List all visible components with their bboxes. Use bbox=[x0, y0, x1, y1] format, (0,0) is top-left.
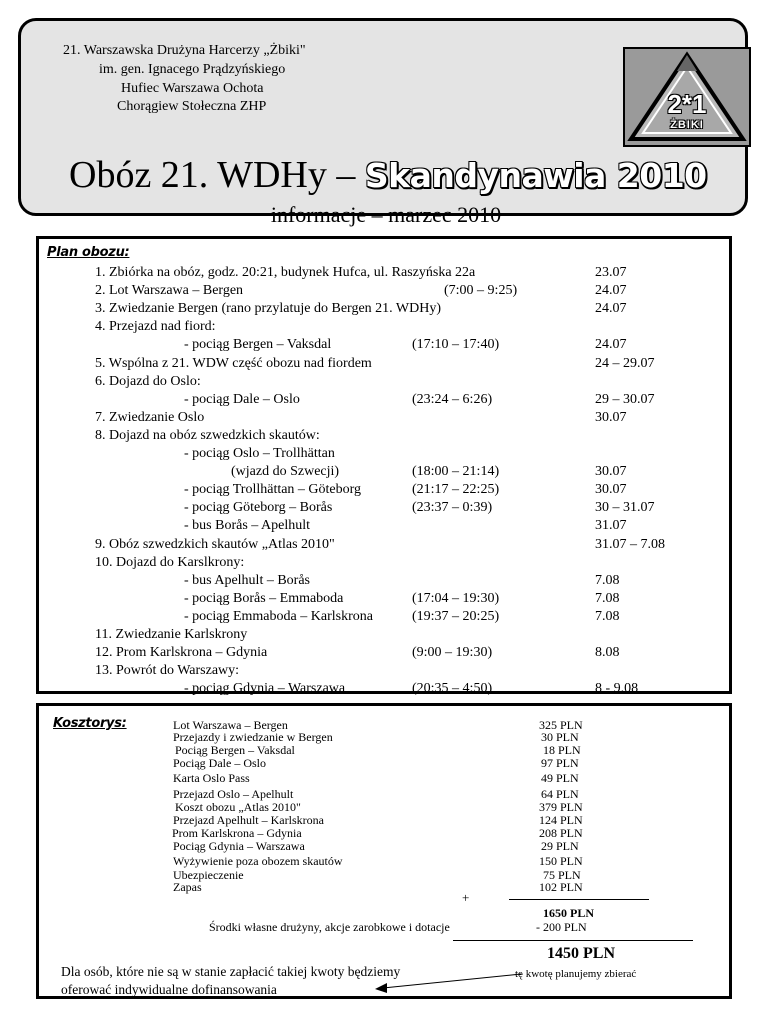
cost-item-label: Karta Oslo Pass bbox=[173, 771, 250, 785]
plan-item-text: - pociąg Dale – Oslo bbox=[184, 391, 300, 407]
plan-heading: Plan obozu: bbox=[47, 245, 130, 260]
plan-item-text: 1. Zbiórka na obóz, godz. 20:21, budynek Hufca, ul. Raszyńska 22a bbox=[95, 265, 476, 280]
plan-item-time: (23:24 – 6:26) bbox=[412, 391, 493, 407]
total-note: tę kwotę planujemy zbierać bbox=[515, 968, 637, 980]
sum-line bbox=[509, 899, 649, 900]
cost-item-label: Pociąg Dale – Oslo bbox=[173, 756, 266, 770]
plan-item-time: (23:37 – 0:39) bbox=[412, 500, 493, 516]
cost-item-amount: 29 PLN bbox=[541, 839, 579, 853]
zbiki-logo bbox=[623, 47, 751, 147]
logo-text: ŻBIKI bbox=[670, 119, 704, 131]
cost-item-label: Przejazd Apelhult – Karlskrona bbox=[173, 813, 324, 827]
plan-item-text: 9. Obóz szwedzkich skautów „Atlas 2010" bbox=[95, 536, 335, 552]
plan-item-date: 30 – 31.07 bbox=[595, 500, 655, 516]
plan-item-date: 30.07 bbox=[595, 482, 627, 498]
cost-item-label: Przejazdy i zwiedzanie w Bergen bbox=[173, 730, 333, 744]
plan-item-text: 4. Przejazd nad fiord: bbox=[95, 319, 216, 335]
plan-item-text: - pociąg Oslo – Trollhättan bbox=[184, 446, 335, 461]
plan-item-time: (7:00 – 9:25) bbox=[444, 283, 518, 299]
plan-item-date: 24.07 bbox=[595, 283, 627, 299]
plan-item-text: (wjazd do Szwecji) bbox=[231, 464, 340, 480]
cost-item-label: Zapas bbox=[173, 880, 202, 894]
plan-item-date: 7.08 bbox=[595, 608, 620, 624]
plan-item-date: 24 – 29.07 bbox=[595, 355, 655, 371]
cost-item-amount: 208 PLN bbox=[539, 826, 583, 840]
plan-item-time: (21:17 – 22:25) bbox=[412, 482, 500, 498]
plan-item-date: 24.07 bbox=[595, 301, 627, 317]
plan-item-time: (20:35 – 4:50) bbox=[412, 681, 493, 697]
plan-item-date: 31.07 bbox=[595, 518, 627, 534]
plan-item-text: 3. Zwiedzanie Bergen (rano przylatuje do Bergen 21. WDHy) bbox=[95, 301, 442, 317]
plan-item-text: - bus Apelhult – Borås bbox=[184, 572, 310, 588]
cost-item-amount: 75 PLN bbox=[543, 868, 581, 882]
cost-box bbox=[36, 703, 732, 999]
plan-item-text: - pociąg Borås – Emmaboda bbox=[184, 590, 344, 606]
cost-item-label: Lot Warszawa – Bergen bbox=[173, 718, 288, 732]
page-subtitle: informacje – marzec 2010 bbox=[270, 202, 502, 227]
plan-item-text: 2. Lot Warszawa – Bergen bbox=[95, 283, 244, 299]
plan-item-text: 12. Prom Karlskrona – Gdynia bbox=[95, 645, 268, 661]
plan-item-text: - pociąg Trollhättan – Göteborg bbox=[184, 482, 362, 498]
plan-item-text: - pociąg Bergen – Vaksdal bbox=[184, 337, 332, 353]
plan-item-date: 30.07 bbox=[595, 464, 627, 480]
plan-item-text: 13. Powrót do Warszawy: bbox=[95, 663, 240, 679]
plan-item-time: (17:04 – 19:30) bbox=[412, 590, 500, 606]
plan-item-date: 8.08 bbox=[595, 645, 620, 661]
org-line-4: Chorągiew Stołeczna ZHP bbox=[117, 99, 267, 114]
cost-item-label: Wyżywienie poza obozem skautów bbox=[173, 854, 343, 868]
title-destination: Skandynawia 2010 bbox=[364, 156, 707, 195]
plan-item-time: (19:37 – 20:25) bbox=[412, 608, 500, 624]
cost-item-amount: 325 PLN bbox=[539, 718, 583, 732]
cost-item-amount: 379 PLN bbox=[539, 800, 583, 814]
cost-heading: Kosztorys: bbox=[53, 716, 127, 731]
funding-label: Środki własne drużyny, akcje zarobkowe i dotacje bbox=[209, 920, 450, 934]
total-amount: 1450 PLN bbox=[547, 945, 615, 962]
cost-item-label: Prom Karlskrona – Gdynia bbox=[172, 826, 302, 840]
cost-item-label: Koszt obozu „Atlas 2010" bbox=[175, 800, 301, 814]
cost-item-amount: 150 PLN bbox=[539, 854, 583, 868]
plan-item-text: - pociąg Emmaboda – Karlskrona bbox=[184, 608, 373, 624]
arrow-icon bbox=[369, 968, 529, 998]
cost-item-label: Ubezpieczenie bbox=[173, 868, 244, 882]
org-line-2: im. gen. Ignacego Prądzyńskiego bbox=[99, 62, 286, 77]
plan-item-time: (17:10 – 17:40) bbox=[412, 337, 500, 353]
subtotal: 1650 PLN bbox=[543, 906, 594, 920]
cost-item-amount: 18 PLN bbox=[543, 743, 581, 757]
plan-item-date: 30.07 bbox=[595, 409, 627, 425]
plan-item-date: 29 – 30.07 bbox=[595, 391, 655, 407]
header-box bbox=[18, 18, 748, 227]
plan-item-date: 7.08 bbox=[595, 590, 620, 606]
plan-item-date: 23.07 bbox=[595, 265, 627, 280]
plan-item-time: (18:00 – 21:14) bbox=[412, 464, 500, 480]
plan-item-text: 8. Dojazd na obóz szwedzkich skautów: bbox=[95, 427, 320, 443]
cost-item-amount: 49 PLN bbox=[541, 771, 579, 785]
note-line-1: Dla osób, które nie są w stanie zapłacić takiej kwoty będziemy bbox=[61, 964, 401, 979]
plan-item-text: 11. Zwiedzanie Karlskrony bbox=[95, 627, 248, 642]
plan-item-date: 24.07 bbox=[595, 337, 627, 353]
plan-item-text: 5. Wspólna z 21. WDW część obozu nad fiordem bbox=[95, 355, 372, 371]
page-title bbox=[69, 153, 707, 197]
total-line bbox=[453, 940, 693, 941]
plan-item-text: 10. Dojazd do Karslkrony: bbox=[95, 554, 245, 570]
org-line-1: 21. Warszawska Drużyna Harcerzy „Żbiki" bbox=[63, 43, 306, 58]
plan-item-time: (9:00 – 19:30) bbox=[412, 645, 493, 661]
cost-item-amount: 64 PLN bbox=[541, 787, 579, 801]
funding-amount: - 200 PLN bbox=[536, 920, 587, 934]
org-line-3: Hufiec Warszawa Ochota bbox=[121, 81, 264, 96]
cost-item-label: Pociąg Bergen – Vaksdal bbox=[175, 743, 295, 757]
cost-item-label: Przejazd Oslo – Apelhult bbox=[173, 787, 294, 801]
plus-sign: + bbox=[462, 890, 470, 905]
logo-number: 2*1 bbox=[667, 89, 707, 119]
note-line-2: oferować indywidualne dofinansowania bbox=[61, 982, 277, 997]
cost-item-amount: 102 PLN bbox=[539, 880, 583, 894]
cost-item-amount: 124 PLN bbox=[539, 813, 583, 827]
plan-item-text: 6. Dojazd do Oslo: bbox=[95, 373, 201, 389]
plan-item-text: - pociąg Gdynia – Warszawa bbox=[184, 681, 346, 697]
cost-item-label: Pociąg Gdynia – Warszawa bbox=[173, 839, 305, 853]
plan-box bbox=[36, 236, 732, 697]
plan-item-date: 31.07 – 7.08 bbox=[595, 536, 665, 552]
title-prefix: Obóz 21. WDHy – bbox=[69, 154, 365, 196]
plan-item-text: - pociąg Göteborg – Borås bbox=[184, 500, 333, 516]
cost-item-amount: 97 PLN bbox=[541, 756, 579, 770]
plan-item-text: - bus Borås – Apelhult bbox=[184, 518, 310, 534]
plan-item-text: 7. Zwiedzanie Oslo bbox=[95, 409, 205, 425]
plan-item-date: 7.08 bbox=[595, 572, 620, 588]
cost-item-amount: 30 PLN bbox=[541, 730, 579, 744]
plan-item-date: 8 - 9.08 bbox=[595, 681, 639, 697]
